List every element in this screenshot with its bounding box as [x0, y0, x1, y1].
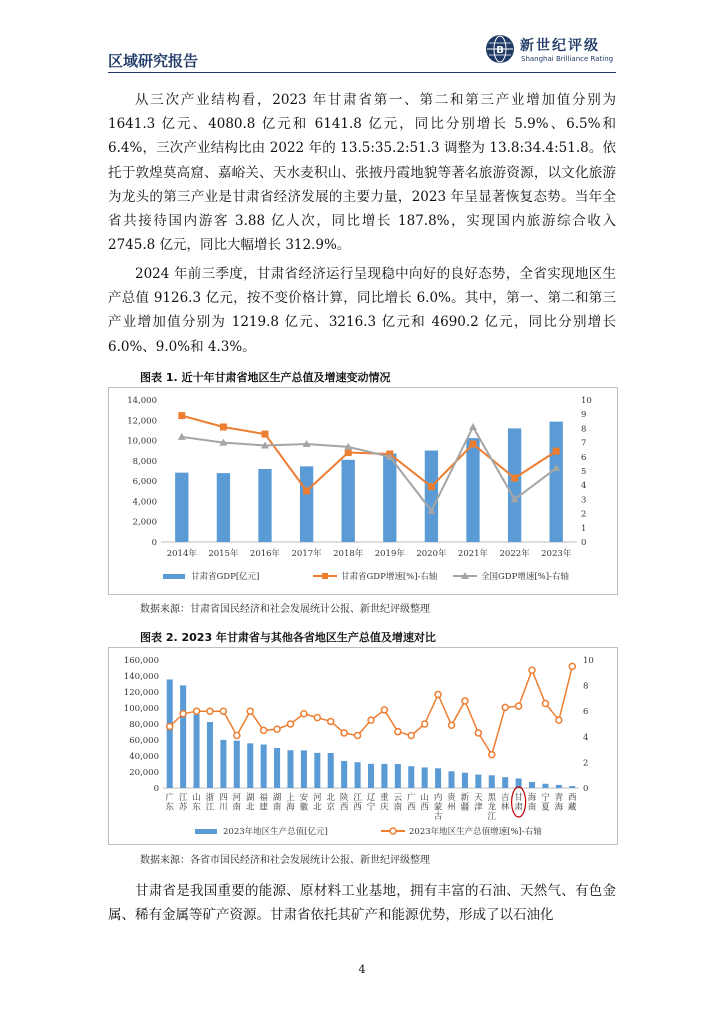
x-tick-label: 吉林 — [500, 793, 510, 813]
bar — [556, 785, 562, 788]
x-tick-label: 宁夏 — [541, 793, 550, 813]
y-tick-left: 2,000 — [132, 517, 157, 528]
chart-province-comparison — [108, 647, 618, 845]
y-tick-left: 140,000 — [123, 672, 159, 682]
line-point — [301, 711, 307, 717]
brand-logo — [485, 34, 617, 68]
y-tick-right: 8 — [581, 424, 587, 435]
bar — [383, 454, 396, 542]
legend-label: 2023年地区生产总值增速[%]-右轴 — [409, 827, 542, 837]
y-tick-left: 12,000 — [127, 416, 157, 427]
line-point — [207, 708, 213, 714]
line-point — [470, 441, 477, 448]
series-line — [182, 416, 556, 491]
y-tick-left: 60,000 — [129, 736, 159, 746]
line-point — [435, 692, 441, 698]
line-point — [368, 717, 374, 723]
bar — [355, 762, 361, 788]
x-tick-label: 福建 — [259, 793, 268, 813]
line-point — [516, 703, 522, 709]
x-tick-label: 北京 — [326, 793, 335, 813]
series-line — [170, 666, 573, 754]
bar — [167, 679, 173, 788]
y-tick-left: 160,000 — [123, 656, 159, 666]
x-tick-label: 天津 — [474, 793, 483, 813]
y-tick-right: 6 — [581, 452, 587, 463]
legend-marker — [390, 828, 396, 834]
y-tick-right: 1 — [581, 523, 587, 534]
bar — [287, 750, 293, 788]
x-tick-label: 甘肃 — [514, 793, 523, 813]
y-tick-right: 4 — [583, 732, 589, 743]
bar — [542, 784, 548, 788]
y-tick-right: 2 — [581, 509, 587, 520]
x-tick-label: 上海 — [286, 793, 295, 813]
y-tick-right: 6 — [583, 707, 589, 718]
line-point — [247, 708, 253, 714]
y-tick-right: 7 — [581, 438, 587, 449]
y-tick-left: 0 — [151, 538, 157, 548]
paragraph-industry-structure: 从三次产业结构看，2023 年甘肃省第一、第二和第三产业增加值分别为 1641.3 亿元、4080.8 亿元和 6141.8 亿元，同比分别增长 5.9%、6.5%和 6.4%，三次产业结构比由 2022 年的 13.5:35.2:51.3 调整为 13.8:34.4:51.8。依托于敦煌莫高窟、嘉峪关、天水麦积山、张掖丹霞地貌等著名旅游资源，以文化旅游为龙头的第三产业是甘肃省经济发展的主要力量，2023 年呈显著恢复态势。当年全省共接待国内游客 3.88 亿人次，同比增长 187.8%，实现国内旅游综合收入 2745.8 亿元，同比大幅增长 312.9%。 — [108, 92, 616, 254]
y-tick-left: 8,000 — [132, 456, 157, 467]
figure1-source: 数据来源：甘肃省国民经济和社会发展统计公报、新世纪评级整理 — [140, 604, 430, 615]
x-tick-label: 河北 — [313, 793, 322, 813]
line-point — [328, 718, 334, 724]
line-point — [167, 724, 173, 730]
x-tick-label: 广东 — [165, 793, 174, 813]
x-tick-label: 2016年 — [249, 549, 281, 559]
x-tick-label: 2017年 — [291, 549, 322, 559]
x-tick-label: 2018年 — [333, 549, 364, 559]
series-line — [182, 427, 556, 511]
legend-marker — [322, 573, 328, 579]
bar — [529, 782, 535, 788]
y-tick-left: 6,000 — [132, 477, 157, 488]
line-point — [220, 708, 226, 714]
y-tick-right: 0 — [581, 538, 587, 548]
legend-label: 2023年地区生产总值[亿元] — [223, 827, 328, 837]
globe-logo-icon — [485, 34, 515, 64]
bar — [314, 753, 320, 788]
x-tick-label: 河南 — [232, 793, 242, 813]
line-point — [408, 733, 414, 739]
bar — [180, 685, 186, 788]
bar — [368, 764, 374, 788]
x-tick-label: 黑龙江 — [487, 793, 497, 822]
paragraph-energy-base: 甘肃省是我国重要的能源、原材料工业基地，拥有丰富的石油、天然气、有色金属、稀有金属等矿产资源。甘肃省依托其矿产和能源优势，形成了以石油化 — [108, 883, 616, 924]
logo-chinese-name: 新世纪评级 — [520, 38, 600, 54]
line-point — [428, 483, 435, 490]
y-tick-left: 100,000 — [123, 704, 159, 714]
x-tick-label: 云南 — [393, 793, 403, 813]
legend-label: 甘肃省GDP[亿元] — [191, 572, 260, 582]
bar — [466, 438, 479, 542]
y-tick-left: 0 — [153, 784, 159, 794]
bar — [234, 741, 240, 788]
x-tick-label: 山东 — [192, 793, 201, 813]
bar — [475, 775, 481, 788]
x-tick-label: 海南 — [527, 793, 537, 813]
x-tick-label: 内蒙古 — [433, 793, 443, 822]
figure2-source: 数据来源：各省市国民经济和社会发展统计公报、新世纪评级整理 — [140, 855, 430, 866]
line-point — [381, 707, 387, 713]
line-point — [261, 727, 267, 733]
bar — [408, 766, 414, 788]
x-tick-label: 四川 — [219, 793, 228, 813]
x-tick-label: 2022年 — [499, 549, 530, 559]
line-point — [475, 730, 481, 736]
bar — [301, 750, 307, 788]
x-tick-label: 安徽 — [299, 793, 309, 813]
y-tick-left: 20,000 — [129, 768, 159, 778]
legend-label: 全国GDP增速[%]-右轴 — [481, 572, 569, 582]
bar — [341, 761, 347, 788]
line-point — [355, 733, 361, 739]
line-point — [274, 726, 280, 732]
x-tick-label: 辽宁 — [366, 793, 376, 813]
line-point — [341, 730, 347, 736]
report-section-title: 区域研究报告 — [108, 52, 199, 70]
line-point — [180, 711, 186, 717]
bar — [422, 767, 428, 788]
y-tick-right: 9 — [581, 410, 587, 421]
legend-swatch-bar — [195, 829, 217, 834]
chart-gdp-ten-year — [108, 387, 618, 595]
chart2-svg — [109, 648, 617, 844]
x-tick-label: 陕西 — [339, 793, 349, 813]
y-tick-right: 0 — [583, 784, 589, 794]
line-point — [489, 752, 495, 758]
line-point — [194, 708, 200, 714]
line-point — [462, 698, 468, 704]
line-point — [314, 715, 320, 721]
x-tick-label: 江西 — [353, 793, 362, 813]
bar — [300, 466, 313, 542]
figure1-title: 图表 1. 近十年甘肃省地区生产总值及增速变动情况 — [140, 371, 391, 384]
x-tick-label: 湖北 — [245, 793, 255, 813]
line-point — [303, 487, 310, 494]
y-tick-right: 3 — [581, 495, 587, 506]
line-point — [449, 722, 455, 728]
paragraph-2024-q3: 2024 年前三季度，甘肃省经济运行呈现稳中向好的良好态势，全省实现地区生产总值 9126.3 亿元，按不变价格计算，同比增长 6.0%。其中，第一、第二和第三产业增加值分别为 1219.8 亿元、3216.3 亿元和 4690.2 亿元，同比分别增长 6.0%、9.0%和 4.3%。 — [108, 266, 616, 355]
figure2-title: 图表 2. 2023 年甘肃省与其他各省地区生产总值及增速对比 — [140, 631, 436, 644]
x-tick-label: 2019年 — [374, 549, 405, 559]
x-tick-label: 湖南 — [272, 793, 282, 813]
bar — [207, 722, 213, 788]
bar — [502, 777, 508, 788]
bar — [435, 768, 441, 788]
x-tick-label: 2015年 — [208, 549, 239, 559]
bar — [381, 764, 387, 788]
line-point — [220, 423, 227, 430]
bar — [220, 740, 226, 788]
bar — [508, 428, 521, 542]
line-point — [502, 704, 508, 710]
bar — [569, 786, 575, 788]
y-tick-left: 4,000 — [132, 497, 157, 508]
x-tick-label: 2023年 — [541, 549, 572, 559]
line-point — [262, 431, 269, 438]
y-tick-left: 120,000 — [123, 688, 159, 698]
y-tick-right: 8 — [583, 681, 589, 692]
bar — [247, 743, 253, 788]
line-point — [511, 475, 518, 482]
line-point — [529, 667, 535, 673]
page-number: 4 — [358, 963, 366, 976]
x-tick-label: 青海 — [554, 793, 564, 813]
bar — [328, 753, 334, 788]
line-point — [422, 721, 428, 727]
legend-label: 甘肃省GDP增速[%]-右轴 — [341, 572, 438, 582]
y-tick-right: 10 — [583, 656, 594, 666]
bar — [217, 473, 230, 542]
bar — [550, 422, 563, 542]
svg-text:B: B — [496, 45, 504, 56]
line-point — [395, 729, 401, 735]
line-point — [178, 412, 185, 419]
y-tick-left: 10,000 — [127, 436, 157, 447]
bar — [194, 714, 200, 788]
x-tick-label: 2014年 — [166, 549, 197, 559]
y-tick-left: 40,000 — [129, 752, 159, 762]
x-tick-label: 江苏 — [178, 793, 188, 813]
header-divider — [108, 72, 616, 73]
line-point — [542, 701, 548, 707]
line-point — [553, 448, 560, 455]
y-tick-left: 80,000 — [129, 720, 159, 730]
bar — [395, 764, 401, 788]
bar — [448, 771, 454, 788]
bar — [489, 775, 495, 788]
bar — [462, 773, 468, 788]
bar — [425, 451, 438, 542]
y-tick-right: 10 — [581, 396, 592, 406]
bar — [274, 748, 280, 788]
line-point — [287, 721, 293, 727]
bar — [175, 473, 188, 542]
line-point — [234, 733, 240, 739]
x-tick-label: 山西 — [420, 793, 429, 813]
x-tick-label: 2020年 — [416, 549, 447, 559]
x-tick-label: 西藏 — [568, 793, 577, 813]
line-point — [569, 663, 575, 669]
x-tick-label: 新疆 — [460, 793, 470, 813]
x-tick-label: 浙江 — [205, 793, 215, 813]
x-tick-label: 贵州 — [447, 793, 456, 813]
y-tick-right: 4 — [581, 481, 587, 492]
line-point — [345, 449, 352, 456]
bar — [258, 469, 271, 542]
line-point — [556, 717, 562, 723]
y-tick-right: 5 — [581, 467, 587, 477]
chart1-svg — [109, 388, 617, 594]
logo-english-name: Shanghai Brilliance Rating — [521, 55, 614, 63]
x-tick-label: 2021年 — [457, 549, 489, 559]
bar — [342, 460, 355, 542]
y-tick-right: 2 — [583, 758, 589, 769]
y-tick-left: 14,000 — [127, 396, 157, 406]
line-point — [469, 423, 477, 430]
bar — [261, 745, 267, 788]
x-tick-label: 重庆 — [380, 793, 389, 813]
legend-swatch-bar — [163, 574, 185, 579]
x-tick-label: 广西 — [407, 793, 416, 813]
